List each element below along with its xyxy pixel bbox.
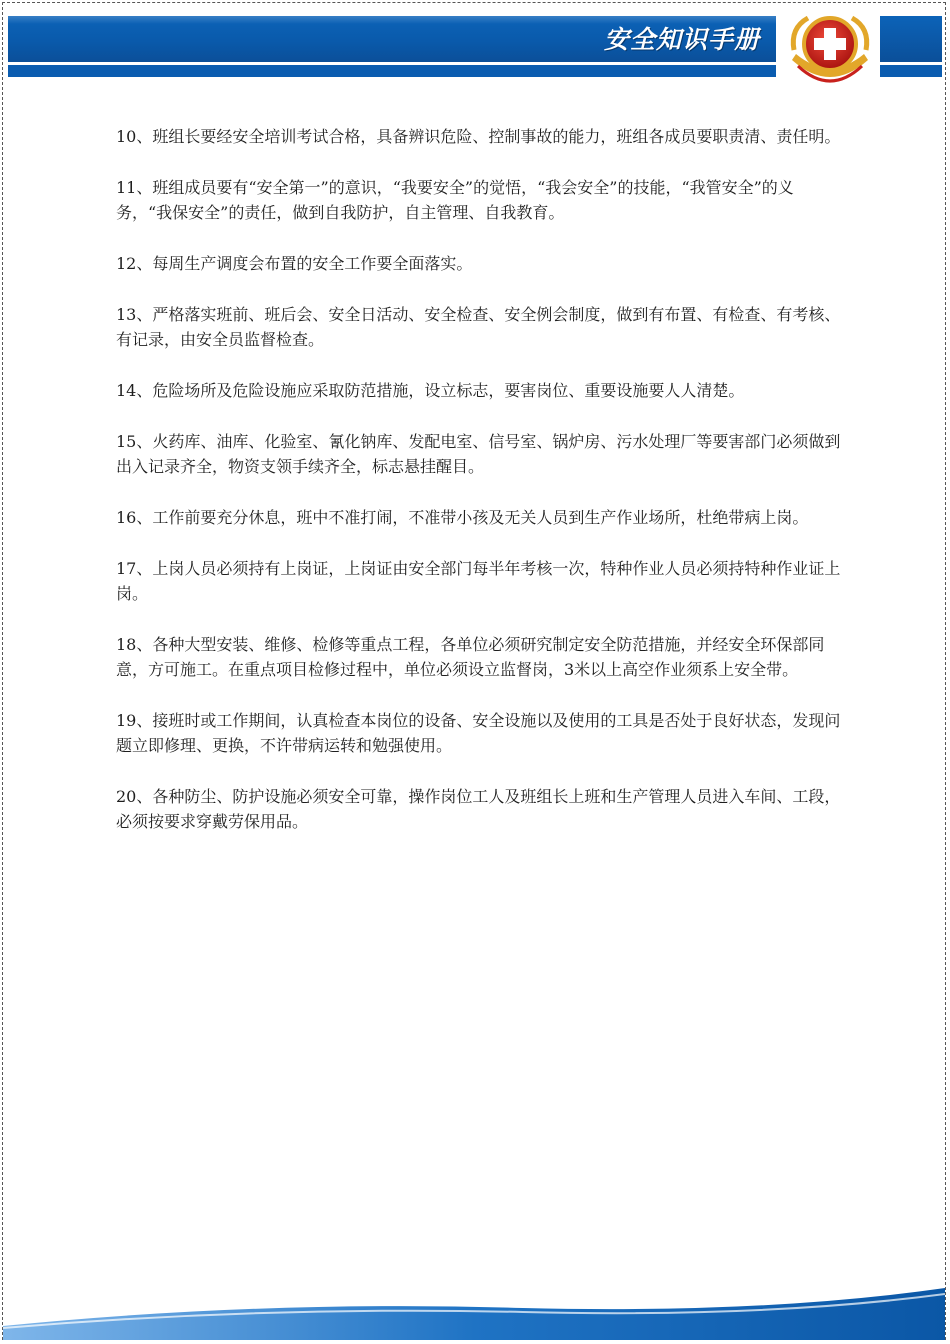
rule-paragraph: 18、各种大型安装、维修、检修等重点工程，各单位必须研究制定安全防范措施，并经安全环保部同意，方可施工。在重点项目检修过程中，单位必须设立监督岗，3米以上高空作业须系上安全带。: [116, 635, 825, 679]
rule-paragraph: 17、上岗人员必须持有上岗证，上岗证由安全部门每半年考核一次，特种作业人员必须持特种作业证上岗。: [116, 559, 841, 603]
header-right-block: [880, 16, 942, 62]
rule-paragraph: 19、接班时或工作期间，认真检查本岗位的设备、安全设施以及使用的工具是否处于良好状态，发现问题立即修理、更换，不许带病运转和勉强使用。: [116, 711, 841, 755]
footer-wave-decoration: [3, 1268, 945, 1340]
rule-paragraph: 13、严格落实班前、班后会、安全日活动、安全检查、安全例会制度，做到有布置、有检查、有考核、有记录，由安全员监督检查。: [116, 305, 841, 349]
header-underline-bar: [8, 65, 776, 77]
rule-paragraph: 15、火药库、油库、化验室、氰化钠库、发配电室、信号室、锅炉房、污水处理厂等要害部门必须做到出入记录齐全，物资支领手续齐全，标志悬挂醒目。: [116, 432, 841, 476]
rule-paragraph: 10、班组长要经安全培训考试合格，具备辨识危险、控制事故的能力，班组各成员要职责清、责任明。: [116, 127, 841, 146]
rule-paragraph: 20、各种防尘、防护设施必须安全可靠，操作岗位工人及班组长上班和生产管理人员进入车间、工段，必须按要求穿戴劳保用品。: [116, 787, 841, 831]
rule-paragraph: 12、每周生产调度会布置的安全工作要全面落实。: [116, 254, 473, 273]
header-right-underline: [880, 65, 942, 77]
rule-paragraph: 16、工作前要充分休息，班中不准打闹，不准带小孩及无关人员到生产作业场所，杜绝带病上岗。: [116, 508, 809, 527]
rule-paragraph: 14、危险场所及危险设施应采取防范措施，设立标志，要害岗位、重要设施要人人清楚。: [116, 381, 745, 400]
rules-list: [116, 124, 846, 860]
safety-cross-emblem-icon: [784, 10, 876, 84]
rule-paragraph: 11、班组成员要有“安全第一”的意识，“我要安全”的觉悟，“我会安全”的技能，“我管安全”的义务，“我保安全”的责任，做到自我防护，自主管理、自我教育。: [116, 178, 794, 222]
page-title: 安全知识手册: [603, 25, 760, 54]
